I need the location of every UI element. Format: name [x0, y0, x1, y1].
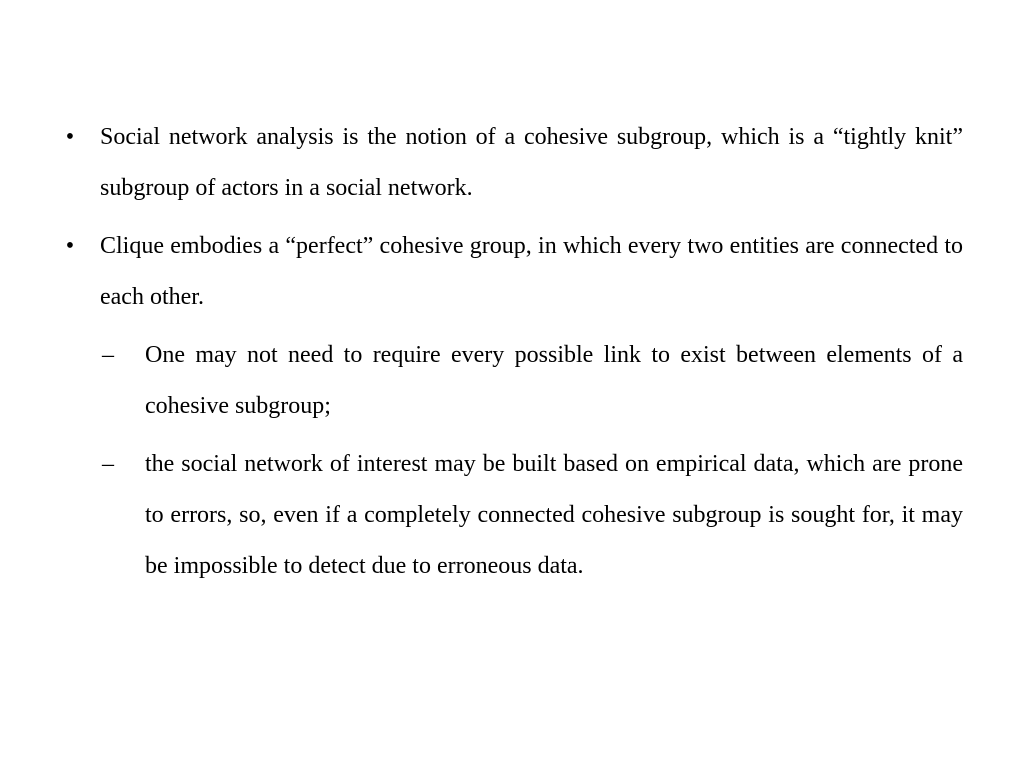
bullet-list	[60, 112, 963, 599]
bullet-item	[60, 112, 963, 214]
sub-bullet-text: the social network of interest may be built based on empirical data, which are prone to errors, so, even if a completely connected cohesive subgroup is sought for, it may be impossible to detect due to erroneous data.	[145, 451, 963, 579]
bullet-text: Clique embodies a “perfect” cohesive group, in which every two entities are connected to each other.	[100, 233, 963, 310]
sub-bullet-item	[100, 439, 963, 592]
dash-marker: –	[102, 451, 114, 477]
bullet-marker: •	[65, 233, 75, 259]
sub-bullet-text: One may not need to require every possible link to exist between elements of a cohesive subgroup;	[145, 342, 963, 419]
bullet-item	[60, 221, 963, 323]
dash-marker: –	[102, 342, 114, 368]
bullet-marker: •	[65, 124, 75, 150]
bullet-text: Social network analysis is the notion of a cohesive subgroup, which is a “tightly knit” subgroup of actors in a social network.	[100, 124, 963, 201]
sub-bullet-item	[100, 330, 963, 432]
